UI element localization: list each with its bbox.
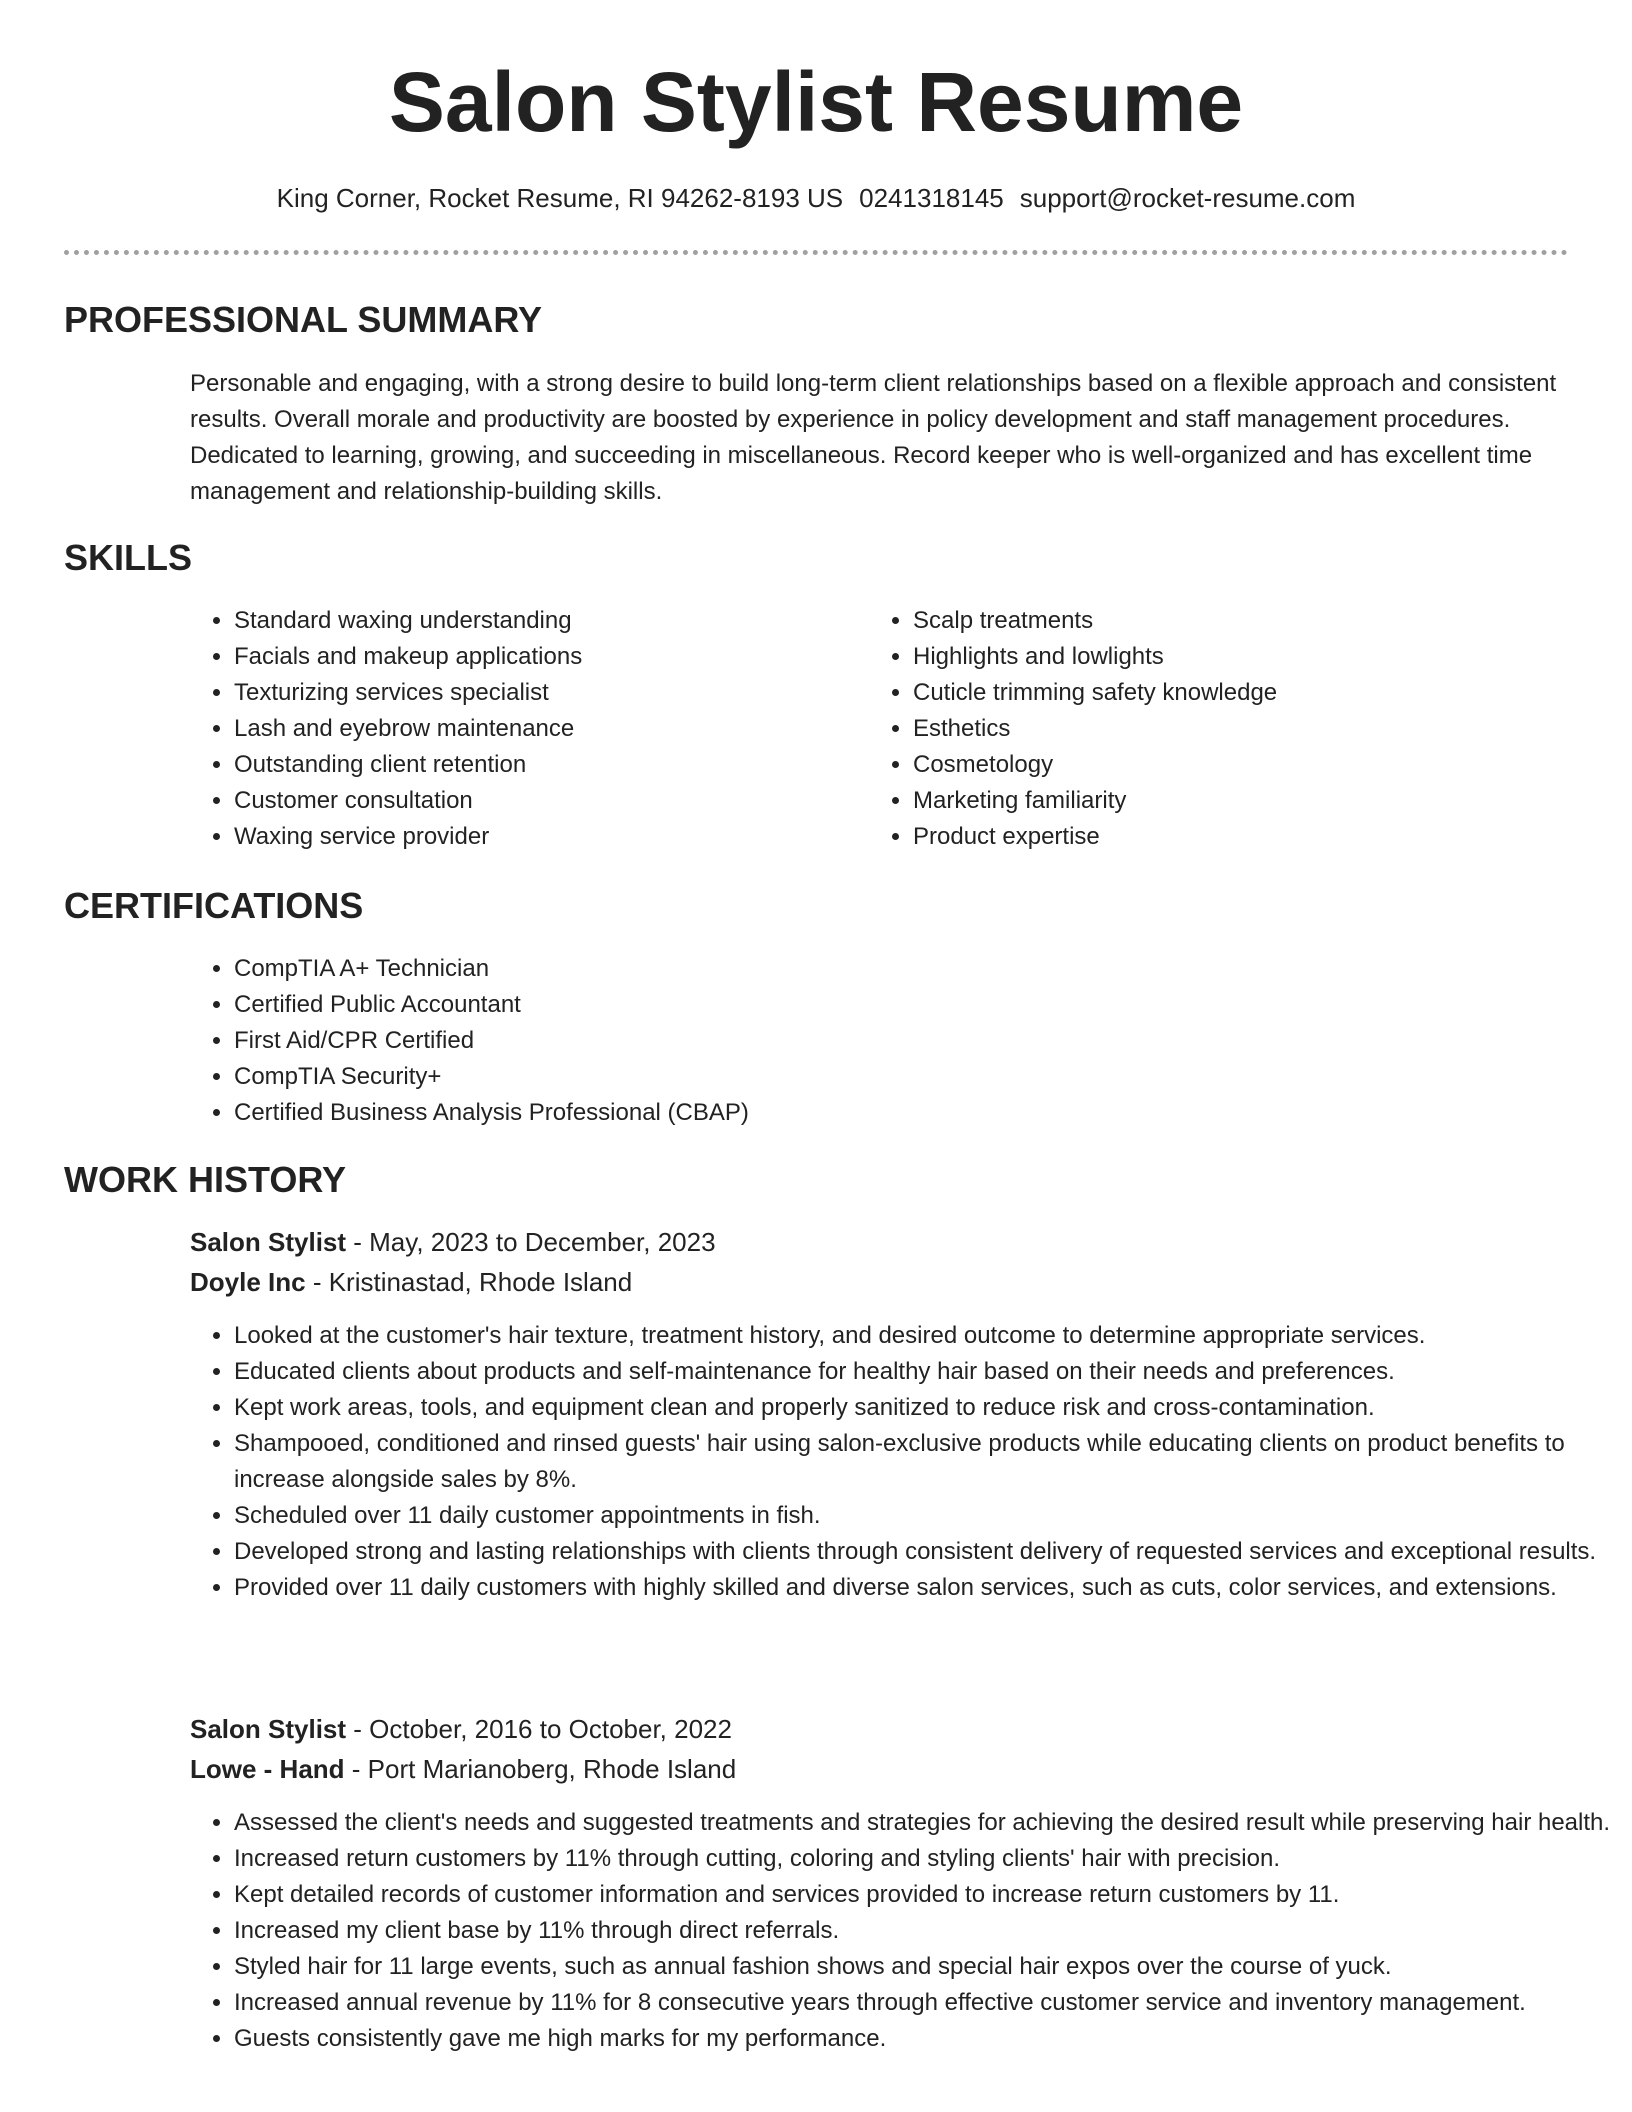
list-item: • Marketing familiarity bbox=[913, 783, 1593, 819]
list-item: • Texturizing services specialist bbox=[234, 675, 854, 711]
contact-address: King Corner, Rocket Resume, RI 94262-8193 US bbox=[276, 183, 844, 213]
list-item: • Customer consultation bbox=[234, 783, 854, 819]
skills-list-left bbox=[190, 603, 854, 855]
job-dates: - May, 2023 to December, 2023 bbox=[346, 1227, 716, 1257]
list-item: • Increased return customers by 11% through cutting, coloring and styling clients' hair with precision. bbox=[234, 1841, 1618, 1877]
job-title: Salon Stylist bbox=[190, 1227, 347, 1257]
job-dates: - October, 2016 to October, 2022 bbox=[346, 1714, 732, 1744]
contact-line bbox=[0, 182, 1632, 216]
list-item: • Assessed the client's needs and suggested treatments and strategies for achieving the desired result while preserving hair health. bbox=[234, 1805, 1618, 1841]
job-title-line bbox=[190, 1226, 716, 1260]
job-company-line bbox=[190, 1266, 632, 1300]
job-bullets bbox=[190, 1318, 1618, 1606]
list-item: • Waxing service provider bbox=[234, 819, 854, 855]
list-item: • Looked at the customer's hair texture, treatment history, and desired outcome to determine appropriate services. bbox=[234, 1318, 1618, 1354]
certifications-list bbox=[190, 951, 1614, 1131]
list-item: • CompTIA Security+ bbox=[234, 1059, 1614, 1095]
list-item: • Lash and eyebrow maintenance bbox=[234, 711, 854, 747]
list-item: • Educated clients about products and self-maintenance for healthy hair based on their needs and preferences. bbox=[234, 1354, 1618, 1390]
job-bullets bbox=[190, 1805, 1618, 2057]
list-item: • Product expertise bbox=[913, 819, 1593, 855]
list-item: • Facials and makeup applications bbox=[234, 639, 854, 675]
list-item: • Scalp treatments bbox=[913, 603, 1593, 639]
job-location: - Port Marianoberg, Rhode Island bbox=[344, 1754, 737, 1784]
job-company-line bbox=[190, 1753, 736, 1787]
work-history-heading: WORK HISTORY bbox=[64, 1159, 347, 1200]
job-company: Lowe - Hand bbox=[190, 1754, 345, 1784]
list-item: • Shampooed, conditioned and rinsed guests' hair using salon-exclusive products while educating clients on product benefits to increase alongside sales by 8%. bbox=[234, 1426, 1618, 1498]
list-item: • Kept work areas, tools, and equipment clean and properly sanitized to reduce risk and cross-contamination. bbox=[234, 1390, 1618, 1426]
list-item: • Highlights and lowlights bbox=[913, 639, 1593, 675]
skills-heading: SKILLS bbox=[64, 537, 193, 578]
list-item: • Cuticle trimming safety knowledge bbox=[913, 675, 1593, 711]
list-item: • Esthetics bbox=[913, 711, 1593, 747]
summary-text: Personable and engaging, with a strong desire to build long-term client relationships based on a flexible approach and consistent results. Overall morale and productivity are boosted by experience in policy development and staff management procedures. Dedicated to learning, growing, and succeeding in miscellaneous. Record keeper who is well-organized and has excellent time management and relationship-building skills. bbox=[190, 370, 1557, 505]
skills-list-right bbox=[869, 603, 1593, 855]
list-item: • Guests consistently gave me high marks for my performance. bbox=[234, 2021, 1618, 2057]
list-item: • Certified Business Analysis Professional (CBAP) bbox=[234, 1095, 1614, 1131]
list-item: • Scheduled over 11 daily customer appointments in fish. bbox=[234, 1498, 1618, 1534]
list-item: • Cosmetology bbox=[913, 747, 1593, 783]
list-item: • CompTIA A+ Technician bbox=[234, 951, 1614, 987]
list-item: • Developed strong and lasting relationships with clients through consistent delivery of requested services and exceptional results. bbox=[234, 1534, 1618, 1570]
job-title-line bbox=[190, 1713, 732, 1747]
list-item: • First Aid/CPR Certified bbox=[234, 1023, 1614, 1059]
list-item: • Standard waxing understanding bbox=[234, 603, 854, 639]
summary-heading: PROFESSIONAL SUMMARY bbox=[64, 299, 543, 340]
header-divider bbox=[64, 250, 1568, 255]
list-item: • Provided over 11 daily customers with highly skilled and diverse salon services, such as cuts, color services, and extensions. bbox=[234, 1570, 1618, 1606]
list-item: • Increased my client base by 11% through direct referrals. bbox=[234, 1913, 1618, 1949]
contact-email[interactable]: support@rocket-resume.com bbox=[1019, 183, 1356, 213]
job-company: Doyle Inc bbox=[190, 1267, 306, 1297]
list-item: • Styled hair for 11 large events, such as annual fashion shows and special hair expos over the course of yuck. bbox=[234, 1949, 1618, 1985]
list-item: • Increased annual revenue by 11% for 8 consecutive years through effective customer service and inventory management. bbox=[234, 1985, 1618, 2021]
job-location: - Kristinastad, Rhode Island bbox=[305, 1267, 633, 1297]
resume-title: Salon Stylist Resume bbox=[388, 55, 1244, 149]
list-item: • Certified Public Accountant bbox=[234, 987, 1614, 1023]
certifications-heading: CERTIFICATIONS bbox=[64, 885, 364, 926]
contact-phone: 0241318145 bbox=[859, 183, 1004, 213]
job-title: Salon Stylist bbox=[190, 1714, 347, 1744]
list-item: • Kept detailed records of customer information and services provided to increase return customers by 11. bbox=[234, 1877, 1618, 1913]
list-item: • Outstanding client retention bbox=[234, 747, 854, 783]
